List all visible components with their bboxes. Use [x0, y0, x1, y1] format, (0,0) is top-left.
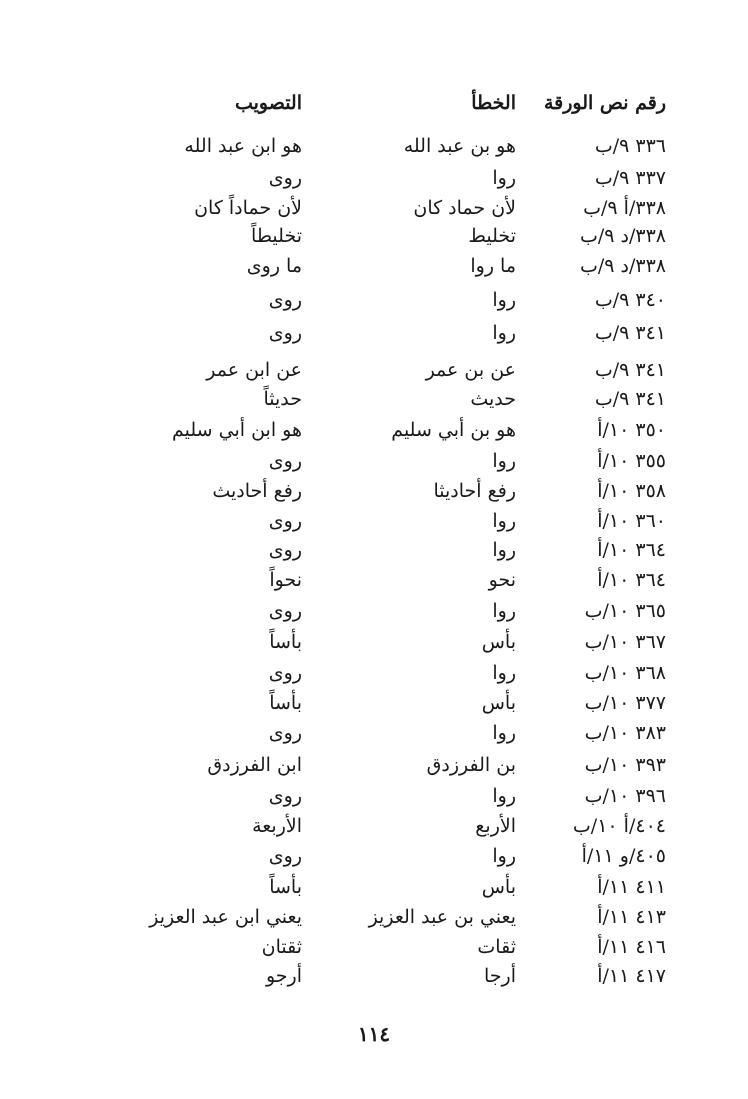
header-error: الخطأ: [471, 92, 516, 114]
table-row: [0, 902, 748, 932]
row-correction: روى: [268, 322, 302, 344]
row-ref: ٣٤١ ٩/ب: [594, 322, 666, 344]
row-correction: هو ابن عبد الله: [184, 135, 302, 157]
row-correction: روى: [268, 785, 302, 807]
table-row: [0, 285, 748, 315]
row-ref: ٤١٧ ١١/أ: [597, 965, 666, 987]
row-error: روا: [492, 662, 516, 684]
table-row: [0, 688, 748, 718]
row-ref: ٣٣٦ ٩/ب: [594, 135, 666, 157]
table-header: [0, 88, 748, 118]
row-correction: روى: [268, 845, 302, 867]
row-ref: ٣٤١ ٩/ب: [594, 359, 666, 381]
row-error: روا: [492, 845, 516, 867]
row-ref: ٣٦٤ ١٠/أ: [597, 569, 666, 591]
row-error: روا: [492, 450, 516, 472]
table-row: [0, 658, 748, 688]
table-row: [0, 131, 748, 161]
row-ref: ٣٥٥ ١٠/أ: [597, 450, 666, 472]
row-ref: ٣٤١ ٩/ب: [594, 388, 666, 410]
header-ref: رقم نص الورقة: [543, 92, 666, 114]
table-row: [0, 718, 748, 748]
row-ref: ٣٦٨ ١٠/ب: [584, 662, 666, 684]
row-error: روا: [492, 722, 516, 744]
row-ref: ٣٣٨/د ٩/ب: [579, 255, 666, 277]
row-correction: روى: [268, 289, 302, 311]
row-error: روا: [492, 510, 516, 532]
row-correction: بأساً: [269, 692, 302, 714]
table-row: [0, 841, 748, 871]
row-correction: رفع أحاديث: [212, 480, 302, 502]
row-error: روا: [492, 539, 516, 561]
row-ref: ٤٠٤/أ ١٠/ب: [572, 815, 666, 837]
row-error: الأربع: [475, 815, 516, 837]
row-correction: تخليطاً: [251, 225, 302, 247]
table-row: [0, 535, 748, 565]
row-error: هو بن عبد الله: [403, 135, 516, 157]
row-ref: ٣٦٠ ١٠/أ: [597, 510, 666, 532]
table-row: [0, 355, 748, 385]
row-ref: ٤٠٥/و ١١/أ: [581, 845, 666, 867]
row-ref: ٣٨٣ ١٠/ب: [584, 722, 666, 744]
row-correction: بأساً: [269, 876, 302, 898]
row-ref: ٣٦٤ ١٠/أ: [597, 539, 666, 561]
row-ref: ٣٦٧ ١٠/ب: [584, 631, 666, 653]
row-correction: بأساً: [269, 631, 302, 653]
row-ref: ٤١١ ١١/أ: [597, 876, 666, 898]
row-correction: ثقتان: [261, 936, 302, 958]
row-ref: ٣٣٧ ٩/ب: [594, 167, 666, 189]
table-row: [0, 565, 748, 595]
table-row: [0, 781, 748, 811]
row-error: لأن حماد كان: [413, 197, 516, 219]
row-error: نحو: [488, 569, 516, 591]
row-error: حديث: [470, 388, 516, 410]
table-row: [0, 384, 748, 414]
row-correction: روى: [268, 167, 302, 189]
row-correction: روى: [268, 600, 302, 622]
table-row: [0, 811, 748, 841]
table-row: [0, 750, 748, 780]
row-ref: ٣٥٠ ١٠/أ: [597, 419, 666, 441]
row-ref: ٤١٦ ١١/أ: [597, 936, 666, 958]
table-row: [0, 506, 748, 536]
row-correction: لأن حماداً كان: [194, 197, 302, 219]
table-row: [0, 961, 748, 991]
row-error: تخليط: [468, 225, 516, 247]
row-error: ثقات: [477, 936, 516, 958]
row-ref: ٣٣٨/أ ٩/ب: [583, 197, 666, 219]
row-ref: ٤١٣ ١١/أ: [597, 906, 666, 928]
table-row: [0, 251, 748, 281]
row-error: هو بن أبي سليم: [391, 419, 516, 441]
row-error: بأس: [481, 631, 516, 653]
row-error: أرجا: [484, 965, 516, 987]
table-row: [0, 318, 748, 348]
row-correction: عن ابن عمر: [206, 359, 302, 381]
row-ref: ٣٥٨ ١٠/أ: [597, 480, 666, 502]
row-error: بأس: [481, 692, 516, 714]
table-row: [0, 872, 748, 902]
row-correction: يعني ابن عبد العزيز: [149, 906, 302, 928]
row-error: روا: [492, 322, 516, 344]
row-ref: ٣٦٥ ١٠/ب: [584, 600, 666, 622]
table-row: [0, 932, 748, 962]
row-error: يعني بن عبد العزيز: [368, 906, 516, 928]
row-error: بأس: [481, 876, 516, 898]
row-ref: ٣٧٧ ١٠/ب: [584, 692, 666, 714]
header-correction: التصويب: [234, 92, 302, 114]
row-correction: روى: [268, 450, 302, 472]
row-error: روا: [492, 600, 516, 622]
row-error: روا: [492, 167, 516, 189]
row-ref: ٣٤٠ ٩/ب: [594, 289, 666, 311]
row-correction: الأربعة: [252, 815, 302, 837]
row-error: روا: [492, 289, 516, 311]
row-correction: روى: [268, 539, 302, 561]
table-row: [0, 446, 748, 476]
row-correction: نحواً: [269, 569, 302, 591]
row-ref: ٣٣٨/د ٩/ب: [579, 225, 666, 247]
table-row: [0, 193, 748, 223]
row-error: عن بن عمر: [425, 359, 516, 381]
row-error: ما روا: [470, 255, 516, 277]
row-correction: ابن الفرزدق: [207, 754, 302, 776]
row-error: بن الفرزدق: [426, 754, 516, 776]
table-row: [0, 596, 748, 626]
row-correction: هو ابن أبي سليم: [172, 419, 302, 441]
row-correction: روى: [268, 722, 302, 744]
row-ref: ٣٩٦ ١٠/ب: [584, 785, 666, 807]
table-row: [0, 627, 748, 657]
page-number: ١١٤: [357, 1022, 391, 1046]
table-row: [0, 476, 748, 506]
row-correction: روى: [268, 510, 302, 532]
row-ref: ٣٩٣ ١٠/ب: [584, 754, 666, 776]
row-correction: أرجو: [265, 965, 302, 987]
row-correction: روى: [268, 662, 302, 684]
row-error: رفع أحاديثا: [433, 480, 516, 502]
row-error: روا: [492, 785, 516, 807]
table-row: [0, 221, 748, 251]
table-row: [0, 163, 748, 193]
table-row: [0, 415, 748, 445]
row-correction: ما روى: [246, 255, 302, 277]
row-correction: حديثاً: [263, 388, 302, 410]
